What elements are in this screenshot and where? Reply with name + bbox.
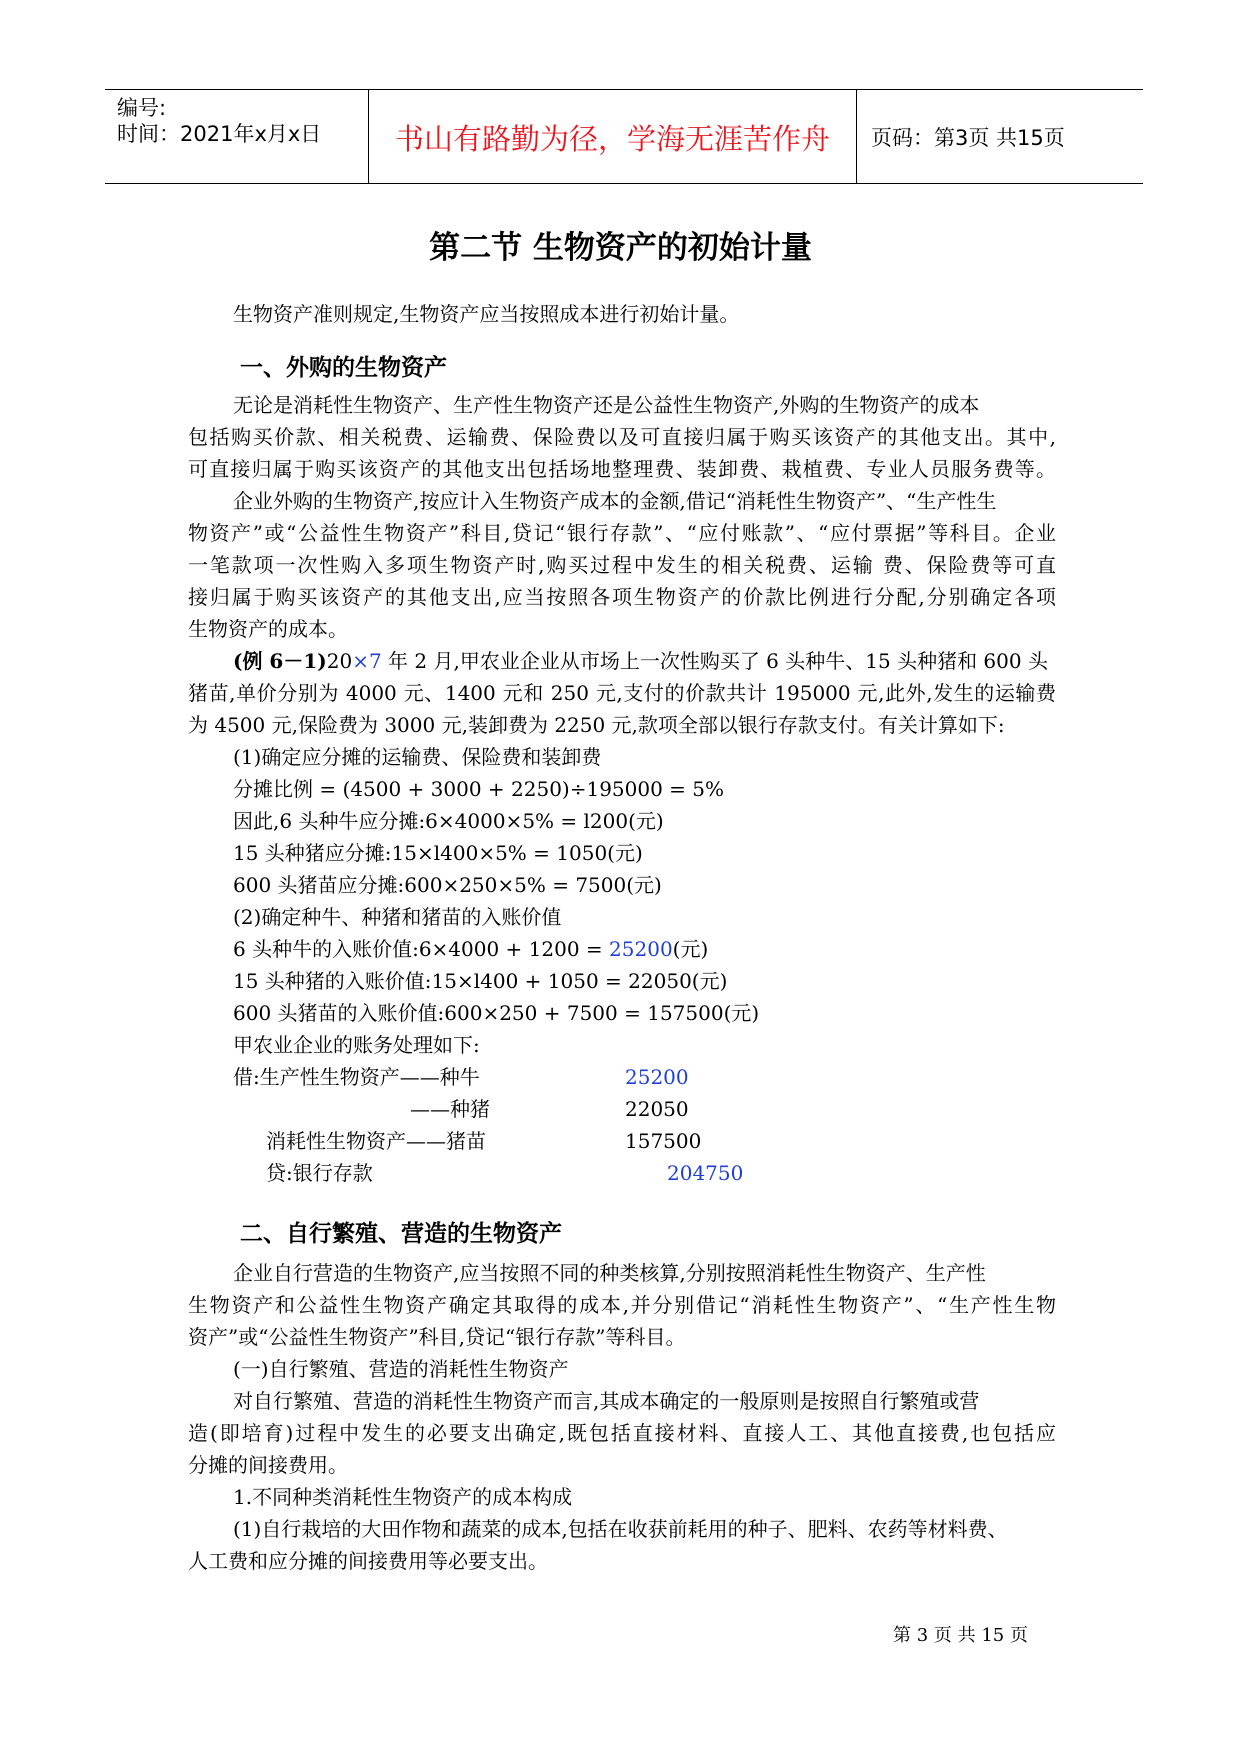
calc-line: (2)确定种牛、种猪和猪苗的入账价值 [233,905,562,929]
calc-line: 15 头种猪的入账价值:15×l400 + 1050 = 22050(元) [233,969,728,993]
example-line [233,645,1048,677]
paragraph-line: 可直接归属于购买该资产的其他支出包括场地整理费、装卸费、栽植费、专业人员服务费等。 [188,457,1056,481]
motto-text: 书山有路勤为径，学海无涯苦作舟 [394,122,830,156]
cattle-value-text: 6 头种牛的入账价值:6×4000 + 1200 = [233,937,610,961]
paragraph-line: 包括购买价款、相关税费、运输费、保险费以及可直接归属于购买该资产的其他支出。其中, [188,425,1056,449]
paragraph-line: 企业自行营造的生物资产,应当按照不同的种类核算,分别按照消耗性生物资产、生产性 [233,1261,986,1285]
example-label: (例 6－1) [233,649,327,673]
calc-line: (1)确定应分摊的运输费、保险费和装卸费 [233,745,602,769]
journal-amount: 22050 [625,1097,689,1121]
journal-account: 贷:银行存款 [266,1161,373,1185]
document-number-label: 编号: [117,96,167,120]
journal-account: ——种猪 [410,1097,490,1121]
page-title: 第二节 生物资产的初始计量 [429,230,812,266]
example-year-suffix: ×7 [352,649,382,673]
journal-amount: 157500 [625,1129,702,1153]
paragraph-line: 造(即培育)过程中发生的必要支出确定,既包括直接材料、直接人工、其他直接费,也包括应 [188,1421,1056,1445]
calc-line [233,933,708,965]
paragraph-line: 一笔款项一次性购入多项生物资产时,购买过程中发生的相关税费、运输 费、保险费等可直 [188,553,1056,577]
paragraph-line: (1)自行栽培的大田作物和蔬菜的成本,包括在收获前耗用的种子、肥料、农药等材料费、 [233,1517,1008,1541]
header-page-number: 页码：第3页 共15页 [871,126,1065,150]
section-heading-purchased: 一、外购的生物资产 [240,355,447,381]
header-motto-cell [369,90,857,183]
cattle-value-unit: (元) [672,937,709,961]
journal-account: 消耗性生物资产——猪苗 [266,1129,486,1153]
paragraph-line: 物资产”或“公益性生物资产”科目,贷记“银行存款”、“应付账款”、“应付票据”等科目。企业 [188,521,1056,545]
subheading: (一)自行繁殖、营造的消耗性生物资产 [233,1357,569,1381]
calc-line: 分摊比例 = (4500 + 3000 + 2250)÷195000 = 5% [233,777,725,801]
calc-line: 600 头猪苗的入账价值:600×250 + 7500 = 157500(元) [233,1001,760,1025]
calc-line: 因此,6 头种牛应分摊:6×4000×5% = l200(元) [233,809,664,833]
header-page-cell [857,90,1143,183]
paragraph-line: 生物资产的成本。 [188,617,348,641]
page-header [105,89,1143,184]
example-line: 为 4500 元,保险费为 3000 元,装卸费为 2250 元,款项全部以银行存款支付。有关计算如下: [188,713,1005,737]
paragraph-line: 企业外购的生物资产,按应计入生物资产成本的金额,借记“消耗性生物资产”、“生产性生 [233,489,997,513]
section-heading-self-bred: 二、自行繁殖、营造的生物资产 [240,1221,562,1247]
paragraph-line: 生物资产和公益性生物资产确定其取得的成本,并分别借记“消耗性生物资产”、“生产性生物 [188,1293,1056,1317]
document-time-label: 时间：2021年x月x日 [117,122,322,146]
page-footer: 第 3 页 共 15 页 [893,1625,1028,1646]
example-line-rest: 年 2 月,甲农业企业从市场上一次性购买了 6 头种牛、15 头种猪和 600 头 [381,649,1048,673]
subheading: 1.不同种类消耗性生物资产的成本构成 [233,1485,573,1509]
calc-line: 15 头种猪应分摊:15×l400×5% = 1050(元) [233,841,643,865]
cattle-value-amount: 25200 [609,937,673,961]
paragraph-line: 对自行繁殖、营造的消耗性生物资产而言,其成本确定的一般原则是按照自行繁殖或营 [233,1389,980,1413]
journal-amount: 25200 [625,1065,689,1089]
paragraph-line: 无论是消耗性生物资产、生产性生物资产还是公益性生物资产,外购的生物资产的成本 [233,393,980,417]
journal-amount: 204750 [667,1161,744,1185]
journal-intro: 甲农业企业的账务处理如下: [233,1033,480,1057]
paragraph-line: 资产”或“公益性生物资产”科目,贷记“银行存款”等科目。 [188,1325,686,1349]
intro-paragraph: 生物资产准则规定,生物资产应当按照成本进行初始计量。 [233,302,740,326]
calc-line: 600 头猪苗应分摊:600×250×5% = 7500(元) [233,873,662,897]
paragraph-line: 分摊的间接费用。 [188,1453,348,1477]
example-line: 猪苗,单价分别为 4000 元、1400 元和 250 元,支付的价款共计 195000 元,此外,发生的运输费 [188,681,1056,705]
header-meta-cell [105,90,369,183]
example-year-prefix: 20 [326,649,353,673]
journal-account: 借:生产性生物资产——种牛 [233,1065,480,1089]
paragraph-line: 人工费和应分摊的间接费用等必要支出。 [188,1549,548,1573]
paragraph-line: 接归属于购买该资产的其他支出,应当按照各项生物资产的价款比例进行分配,分别确定各项 [188,585,1056,609]
